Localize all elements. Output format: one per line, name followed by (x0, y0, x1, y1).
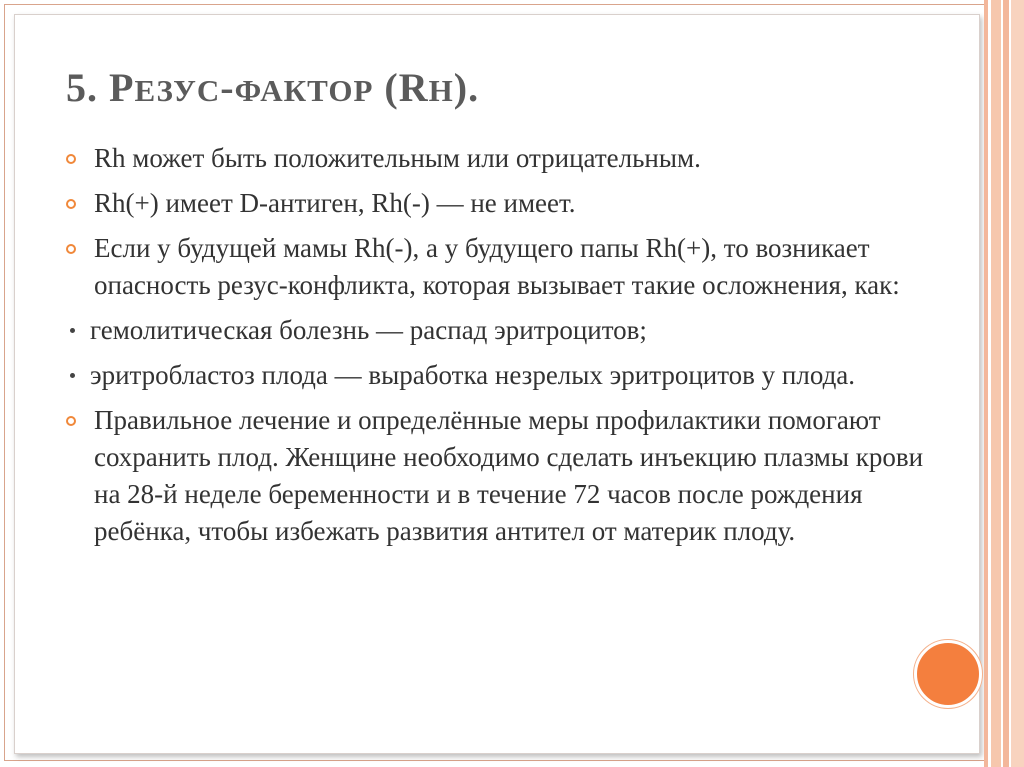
sub-bullet-item: гемолитическая болезнь — распад эритроцитов; (66, 312, 946, 349)
bullet-item: Если у будущей мамы Rh(-), а у будущего папы Rh(+), то возникает опасность резус-конфликта, которая вызывает такие осложнения, как: (66, 230, 946, 304)
sub-bullet-item: эритробластоз плода — выработка незрелых эритроцитов у плода. (66, 357, 946, 394)
bullet-item: Rh может быть положительным или отрицательным. (66, 140, 946, 177)
bullet-item: Правильное лечение и определённые меры профилактики помогают сохранить плод. Женщине необходимо сделать инъекцию плазмы крови на 28-й неделе беременности и в течение 72 часов после рождения ребёнка, чтобы избежать развития антител от материк плоду. (66, 402, 946, 550)
slide-content (66, 140, 946, 558)
decorative-circle (914, 640, 982, 708)
decorative-stripes (984, 0, 1024, 767)
bullet-item: Rh(+) имеет D-антиген, Rh(-) — не имеет. (66, 185, 946, 222)
slide-title: 5. РЕЗУС-ФАКТОР (RH). (66, 65, 480, 110)
